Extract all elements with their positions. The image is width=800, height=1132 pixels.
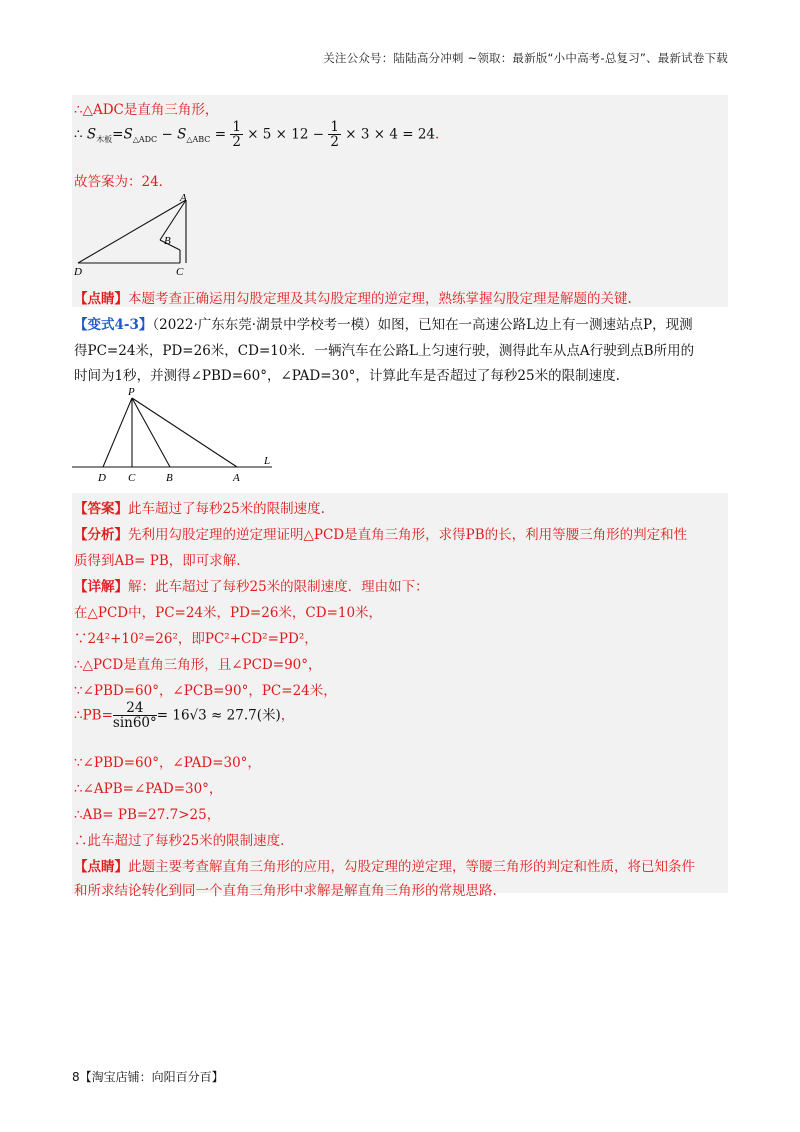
analysis-line-1: 【分析】先利用勾股定理的逆定理证明△PCD是直角三角形，求得PB的长，利用等腰三角形的判定和性 (74, 527, 688, 543)
fraction-half-1: $\frac{1}{2}$ (232, 119, 241, 150)
label-D: D (74, 266, 82, 278)
label-C: C (176, 266, 184, 278)
problem-line-3: 时间为1秒，并测得∠PBD=60°，∠PAD=30°，计算此车是否超过了每秒25米的限制速度. (74, 368, 620, 384)
detail-intro: 【详解】解：此车超过了每秒25米的限制速度．理由如下： (74, 579, 429, 595)
detail-step-6: ∵∠PBD=60°，∠PAD=30°， (74, 755, 261, 771)
comment-line-1: 【点睛】此题主要考查解直角三角形的应用，勾股定理的逆定理，等腰三角形的判定和性质，将已知条件 (74, 859, 695, 875)
detail-step-7: ∴∠APB=∠PAD=30°， (74, 781, 223, 797)
prev-answer: 故答案为：24． (74, 174, 173, 190)
detail-step-5: ∴PB= $\frac{24}{\sin 60^\circ}$ = 16√3 ≈ 27.7(米)， (74, 700, 295, 731)
problem-line-1: 【变式4-3】（2022·广东东莞·湖景中学校考一模）如图，已知在一高速公路L边上有一测速站点P，现测 (74, 317, 693, 333)
prev-line-1: ∴△ADC是直角三角形， (74, 102, 219, 118)
fraction-24-sin60: $\frac{24}{\sin 60^\circ}$ (112, 700, 157, 731)
label-A: A (233, 472, 240, 484)
prev-comment: 【点睛】本题考查正确运用勾股定理及其勾股定理的逆定理，熟练掌握勾股定理是解题的关键. (74, 291, 632, 307)
label-A: A (180, 192, 187, 204)
page-header: 关注公众号：陆陆高分冲刺 ~领取：最新版“小中高考-总复习”、最新试卷下载 (323, 51, 728, 65)
analysis-line-2: 质得到AB= PB，即可求解. (74, 553, 241, 569)
detail-step-2: ∵24²+10²=26²，即PC²+CD²=PD²， (74, 631, 318, 647)
fraction-half-2: $\frac{1}{2}$ (330, 119, 339, 150)
prev-formula: ∴ $S_{木板}=S_{\triangle ADC} - S_{\triangle ABC}$ = $\frac{1}{2}$ × 5 × 12 − $\frac{1}{2}$ × 3 × 4 = 24. (74, 119, 440, 150)
problem-line-2: 得PC=24米，PD=26米，CD=10米．一辆汽车在公路L上匀速行驶，测得此车从点A行驶到点B所用的 (74, 343, 695, 359)
detail-step-8: ∴AB= PB=27.7>25， (74, 807, 221, 823)
detail-step-9: ∴此车超过了每秒25米的限制速度. (74, 833, 285, 849)
highway-figure (72, 384, 282, 486)
label-P: P (128, 386, 135, 398)
comment-line-2: 和所求结论转化到同一个直角三角形中求解是解直角三角形的常规思路. (74, 883, 497, 899)
triangle-figure-adc (72, 190, 202, 282)
detail-step-4: ∵∠PBD=60°，∠PCB=90°，PC=24米， (74, 683, 337, 699)
figure-lines (72, 398, 272, 467)
detail-step-3: ∴△PCD是直角三角形，且∠PCD=90°， (74, 657, 322, 673)
label-L: L (264, 455, 271, 467)
answer-line: 【答案】此车超过了每秒25米的限制速度. (74, 501, 325, 517)
label-B: B (164, 235, 171, 247)
label-D: D (98, 472, 106, 484)
label-C: C (128, 472, 136, 484)
page-footer: 8【淘宝店铺：向阳百分百】 (72, 1070, 224, 1084)
label-B: B (166, 472, 173, 484)
detail-step-1: 在△PCD中，PC=24米，PD=26米，CD=10米， (74, 605, 383, 621)
figure-lines (78, 200, 186, 263)
